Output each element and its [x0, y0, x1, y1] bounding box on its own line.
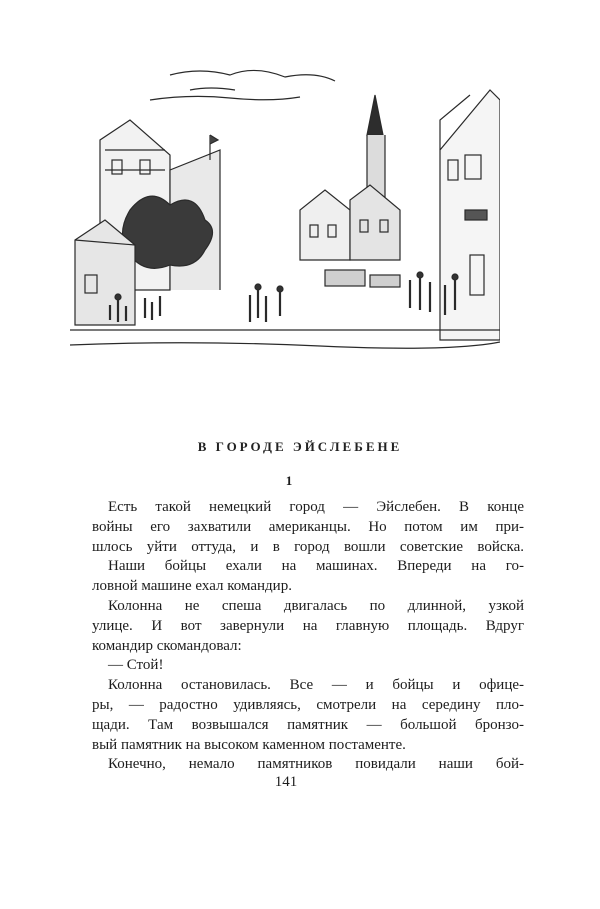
- text-line: — Стой!: [108, 657, 164, 674]
- text-line: Колонна остановилась. Все — и бойцы и офице-: [108, 677, 524, 694]
- text-line: вый памятник на высоком каменном постаменте.: [92, 736, 406, 753]
- text-line: Колонна не спеша двигалась по длинной, узкой: [108, 597, 524, 614]
- body-text: [92, 498, 524, 775]
- text-line: улице. И вот завернули на главную площадь. Вдруг: [92, 617, 524, 634]
- text-line: командир скомандовал:: [92, 637, 242, 654]
- text-line: войны его захватили американцы. Но потом им при-: [92, 518, 524, 535]
- text-line: щади. Там возвышался памятник — большой бронзо-: [92, 716, 524, 733]
- chapter-title: В ГОРОДЕ ЭЙСЛЕБЕНЕ: [197, 439, 403, 454]
- engraving-drawing: [70, 60, 500, 360]
- text-line: Есть такой немецкий город — Эйслебен. В конце: [108, 499, 524, 515]
- town-square-illustration: [70, 60, 500, 360]
- page-number: 141: [274, 774, 298, 790]
- text-line: ловной машине ехал командир.: [92, 578, 292, 595]
- text-line: Конечно, немало памятников повидали наши бой-: [108, 756, 524, 773]
- section-number: 1: [285, 473, 293, 488]
- text-line: шлось уйти оттуда, и в город вошли советские войска.: [92, 538, 524, 555]
- text-line: ры, — радостно удивляясь, смотрели на середину пло-: [92, 696, 524, 713]
- text-line: Наши бойцы ехали на машинах. Впереди на го-: [108, 558, 524, 575]
